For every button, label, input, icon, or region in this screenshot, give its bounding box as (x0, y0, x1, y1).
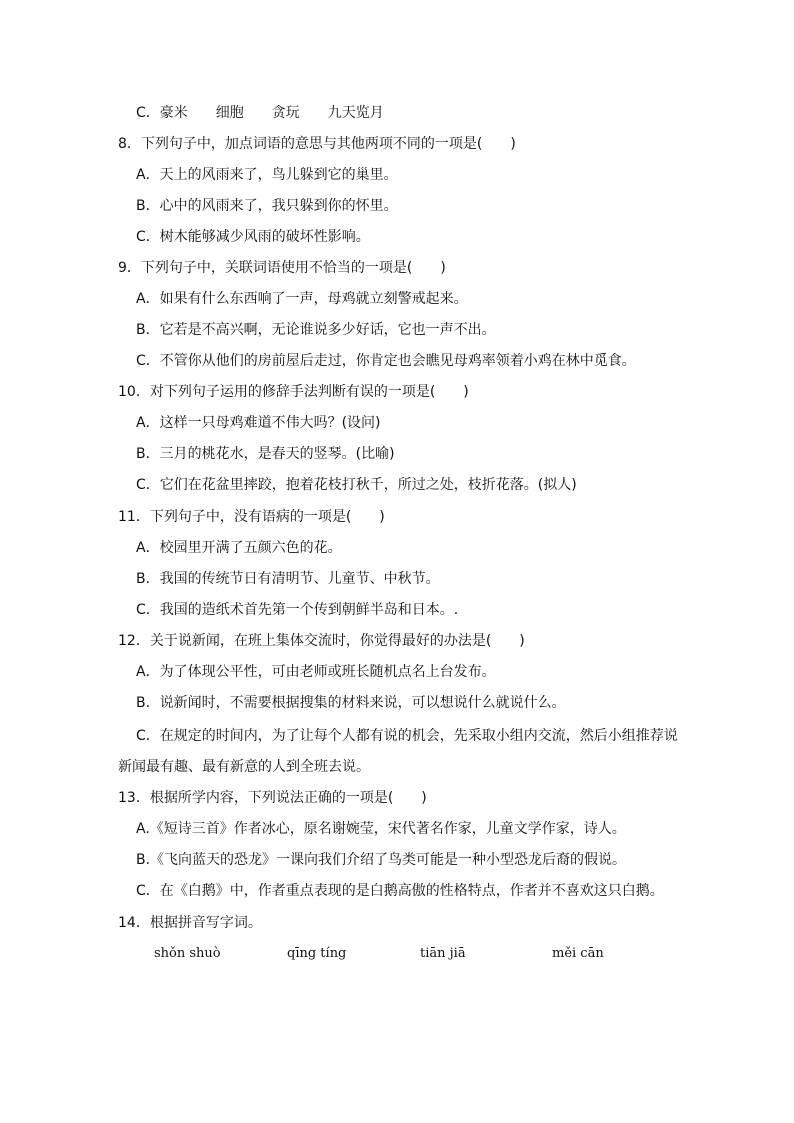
pinyin-item: qīng tíng (287, 946, 347, 961)
question-14-stem: 14．根据拼音写字词。 (118, 915, 262, 931)
question-12-option-b: B．说新闻时，不需要根据搜集的材料来说，可以想说什么就说什么。 (136, 695, 566, 711)
question-12-stem: 12．关于说新闻，在班上集体交流时，你觉得最好的办法是( ) (118, 633, 525, 649)
question-11-option-b: B．我国的传统节日有清明节、儿童节、中秋节。 (136, 571, 440, 587)
question-8-option-a: A．天上的风雨来了，鸟儿躲到它的巢里。 (136, 167, 398, 183)
question-8-stem: 8．下列句子中，加点词语的意思与其他两项不同的一项是( ) (118, 136, 516, 152)
question-10-option-a: A．这样一只母鸡难道不伟大吗？(设问) (136, 415, 381, 431)
question-11-stem: 11．下列句子中，没有语病的一项是( ) (118, 509, 385, 525)
question-9-stem: 9．下列句子中，关联词语使用不恰当的一项是( ) (118, 260, 446, 276)
question-10-option-c: C．它们在花盆里摔跤，抱着花枝打秋千，所过之处，枝折花落。(拟人) (136, 477, 577, 493)
question-12-option-c: C．在规定的时间内，为了让每个人都有说的机会，先采取小组内交流，然后小组推荐说 (136, 728, 678, 744)
question-11-option-a: A．校园里开满了五颜六色的花。 (136, 540, 342, 556)
question-8-option-c: C．树木能够减少风雨的破坏性影响。 (136, 229, 370, 245)
pinyin-item: shǒn shuò (154, 946, 221, 961)
question-9-option-b: B．它若是不高兴啊，无论谁说多少好话，它也一声不出。 (136, 322, 496, 338)
question-13-option-a: A.《短诗三首》作者冰心，原名谢婉莹，宋代著名作家，儿童文学作家，诗人。 (136, 821, 626, 837)
question-13-stem: 13．根据所学内容，下列说法正确的一项是( ) (118, 790, 427, 806)
pinyin-row (0, 946, 794, 966)
question-9-option-c: C．不管你从他们的房前屋后走过，你肯定也会瞧见母鸡率领着小鸡在林中觅食。 (136, 353, 636, 369)
question-8-option-b: B．心中的风雨来了，我只躲到你的怀里。 (136, 198, 398, 214)
question-12-option-a: A．为了体现公平性，可由老师或班长随机点名上台发布。 (136, 664, 496, 680)
question-9-option-a: A．如果有什么东西响了一声，母鸡就立刻警戒起来。 (136, 291, 468, 307)
pinyin-item: měi cān (552, 946, 604, 961)
question-12-option-c-continued: 新闻最有趣、最有新意的人到全班去说。 (118, 759, 370, 775)
question-11-option-c: C．我国的造纸术首先第一个传到朝鲜半岛和日本。. (136, 602, 459, 618)
question-10-option-b: B．三月的桃花水，是春天的竖琴。(比喻) (136, 446, 395, 462)
question-13-option-b: B.《飞向蓝天的恐龙》一课向我们介绍了鸟类可能是一种小型恐龙后裔的假说。 (136, 852, 627, 868)
question-13-option-c: C．在《白鹅》中，作者重点表现的是白鹅高傲的性格特点，作者并不喜欢这只白鹅。 (136, 883, 664, 899)
question-7-option-c: C．豪米 细胞 贪玩 九天览月 (136, 105, 384, 121)
pinyin-item: tiān jiā (420, 946, 466, 961)
question-10-stem: 10．对下列句子运用的修辞手法判断有误的一项是( ) (118, 384, 469, 400)
